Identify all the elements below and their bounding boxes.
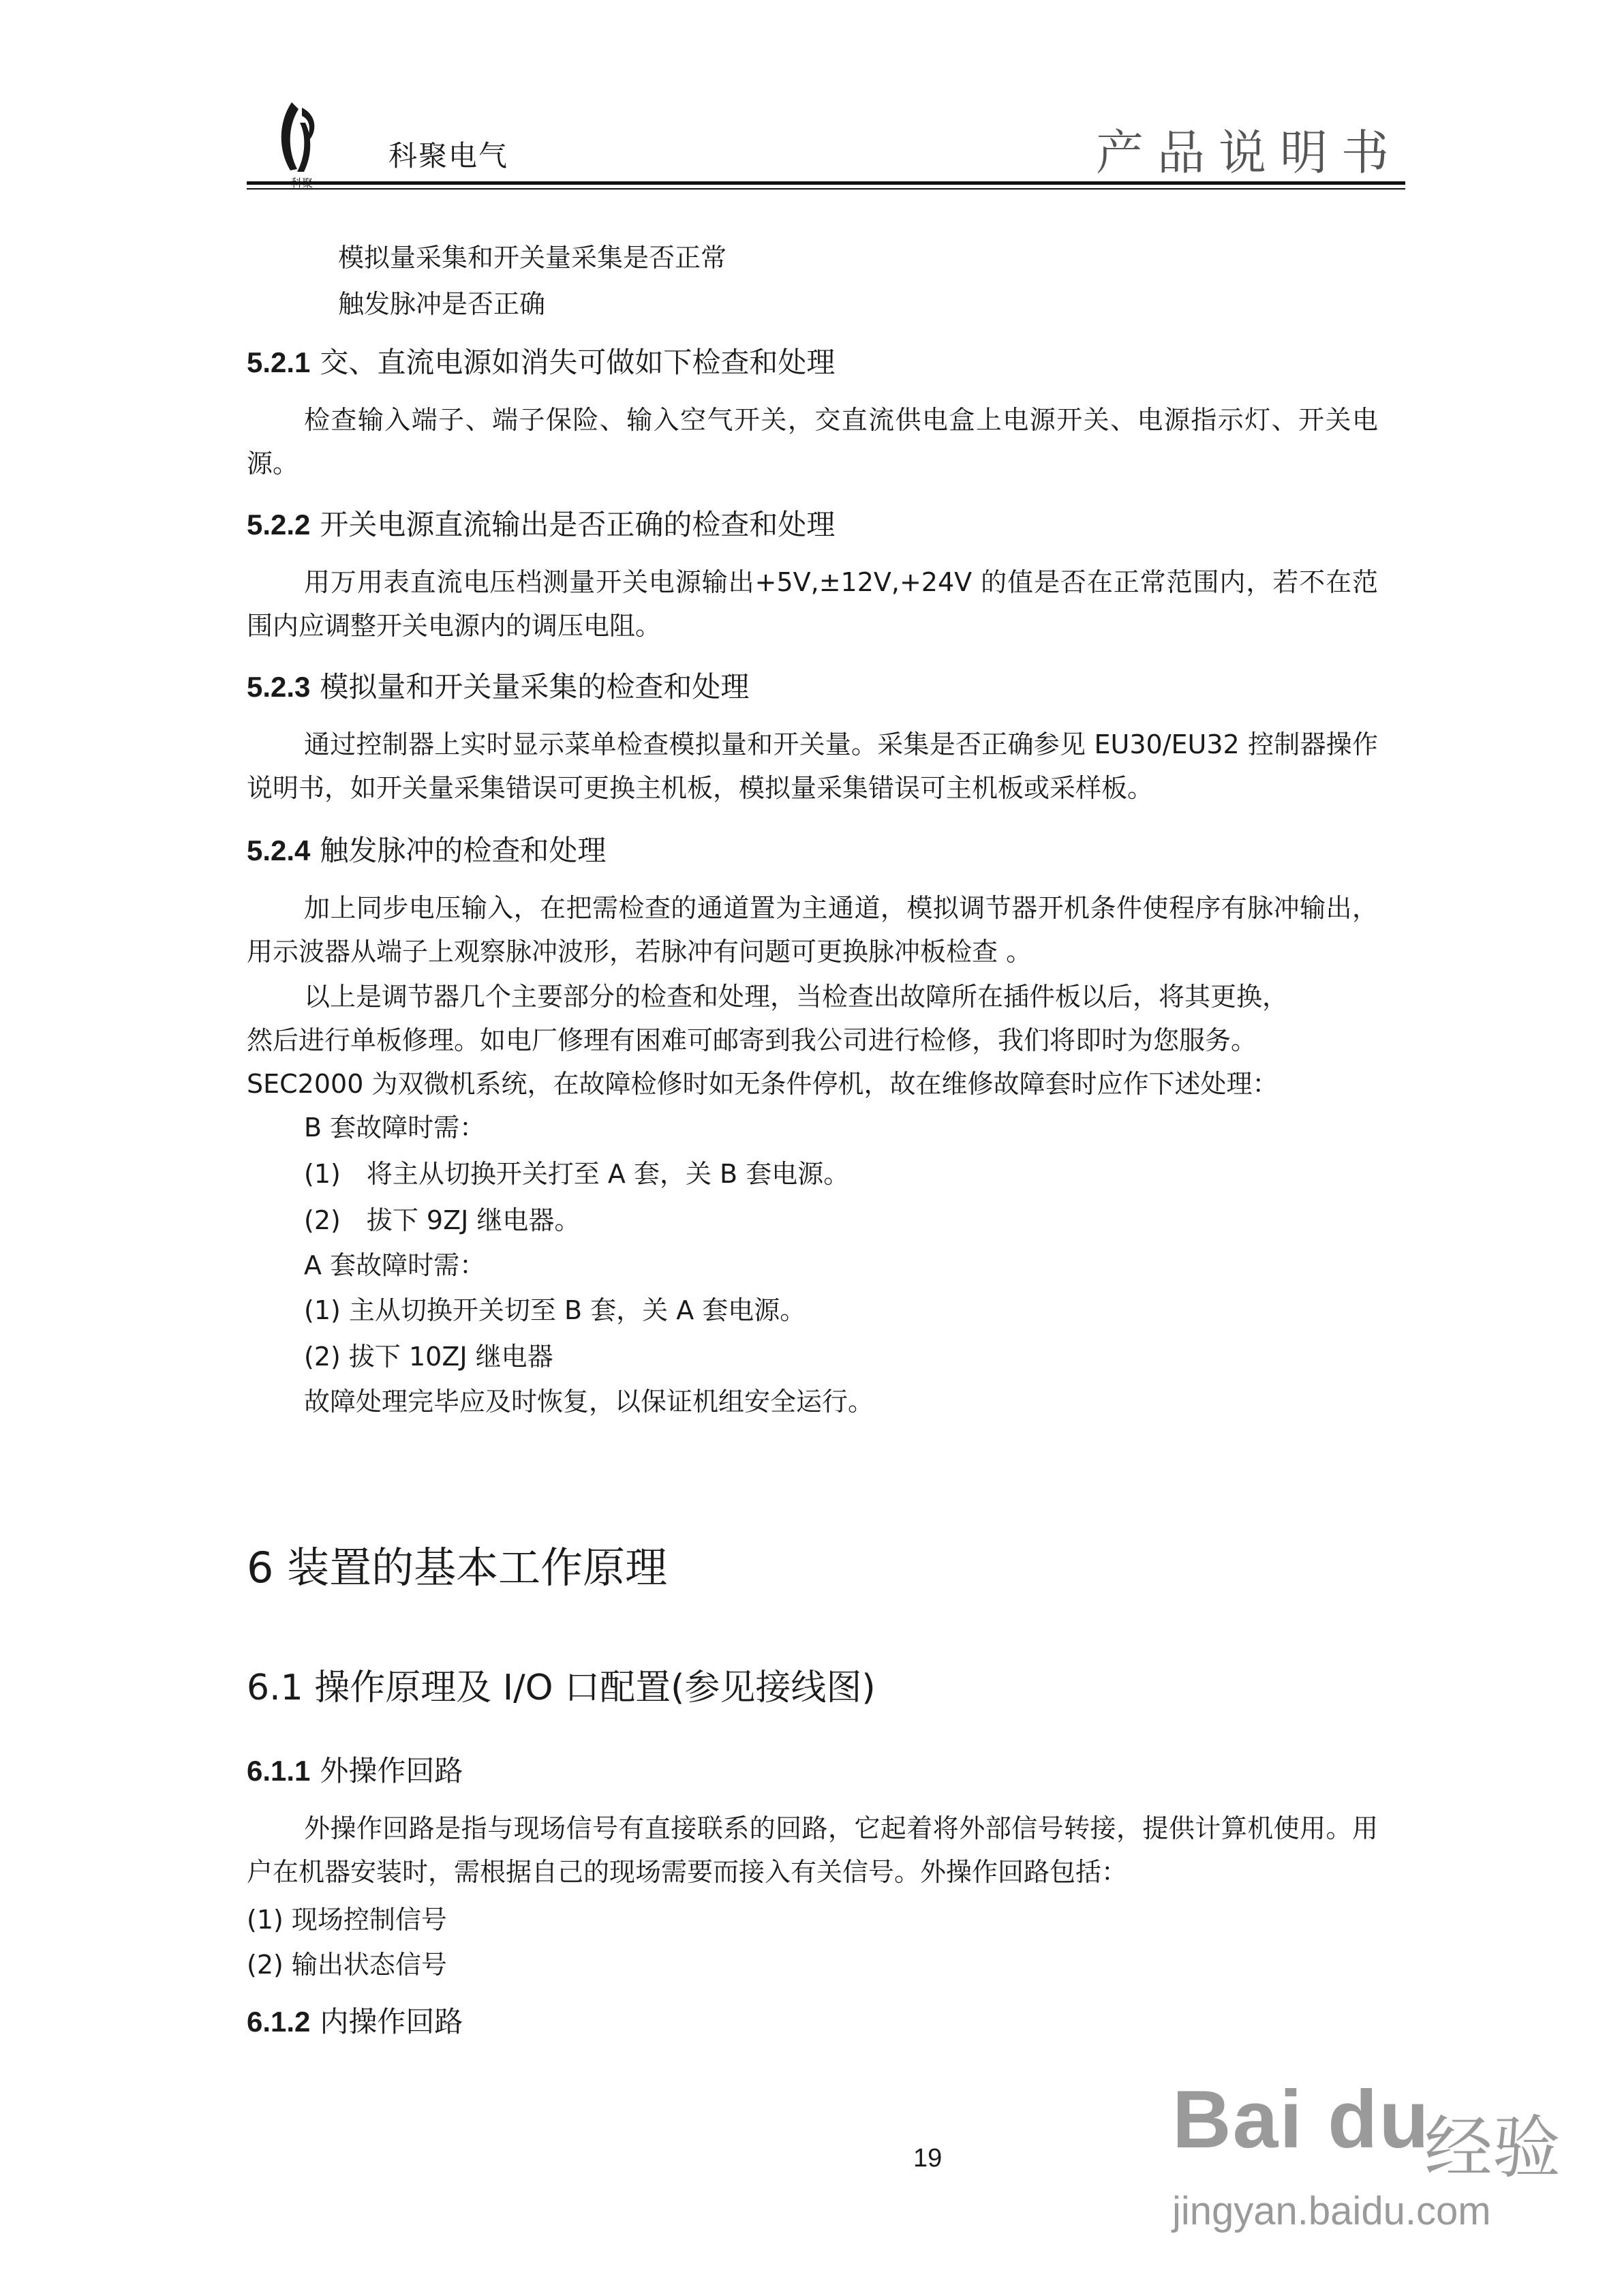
section-6-1-title: 6.1 操作原理及 I/O 口配置(参见接线图) bbox=[247, 1667, 876, 1708]
a-fault-step-2: (2) 拔下 10ZJ 继电器 bbox=[304, 1342, 553, 1372]
section-number: 6.1.2 bbox=[247, 2006, 311, 2038]
section-5-2-4-body: 加上同步电压输入，在把需检查的通道置为主通道，模拟调节器开机条件使程序有脉冲输出，用示波器从端子上观察脉冲波形，若脉冲有问题可更换脉冲板检查 。 bbox=[247, 893, 1378, 967]
recovery-note: 故障处理完毕应及时恢复，以保证机组安全运行。 bbox=[304, 1387, 874, 1417]
document-type-title: 产品说明书 bbox=[1096, 125, 1403, 181]
section-number: 5.2.3 bbox=[247, 671, 311, 703]
section-5-2-2-body: 用万用表直流电压档测量开关电源输出+5V,±12V,+24V 的值是否在正常范围内，若不在范围内应调整开关电源内的调压电阻。 bbox=[247, 567, 1378, 641]
watermark-cn: 经验 bbox=[1424, 2108, 1561, 2188]
section-number: 5.2.1 bbox=[247, 346, 311, 378]
section-number: 5.2.4 bbox=[247, 834, 311, 866]
section-5-2-3-heading bbox=[247, 669, 749, 705]
section-5-2-1-heading bbox=[247, 345, 835, 380]
list-item-1: (1) 现场控制信号 bbox=[247, 1905, 447, 1935]
summary-line-1: 以上是调节器几个主要部分的检查和处理，当检查出故障所在插件板以后，将其更换， bbox=[304, 982, 1289, 1012]
section-5-2-2-heading bbox=[247, 507, 835, 543]
section-title: 开关电源直流输出是否正确的检查和处理 bbox=[320, 508, 836, 541]
list-item-2: (2) 输出状态信号 bbox=[247, 1950, 447, 1980]
page-number: 19 bbox=[913, 2144, 943, 2173]
section-title: 内操作回路 bbox=[320, 2005, 463, 2038]
watermark-brand: Bai du bbox=[1172, 2074, 1430, 2165]
b-fault-step-2: (2) 拔下 9ZJ 继电器。 bbox=[304, 1205, 581, 1235]
company-name: 科聚电气 bbox=[388, 139, 509, 172]
a-fault-step-1: (1) 主从切换开关切至 B 套，关 A 套电源。 bbox=[304, 1295, 806, 1325]
intro-line-1: 模拟量采集和开关量采集是否正常 bbox=[338, 243, 727, 273]
section-number: 5.2.2 bbox=[247, 509, 311, 541]
summary-line-3: SEC2000 为双微机系统，在故障检修时如无条件停机，故在维修故障套时应作下述处理： bbox=[247, 1069, 1279, 1099]
section-6-1-1-body: 外操作回路是指与现场信号有直接联系的回路，它起着将外部信号转接，提供计算机使用。用户在机器安装时，需根据自己的现场需要而接入有关信号。外操作回路包括： bbox=[247, 1813, 1378, 1887]
section-title: 触发脉冲的检查和处理 bbox=[320, 834, 607, 867]
section-title: 模拟量和开关量采集的检查和处理 bbox=[320, 670, 750, 704]
header-rule-thin bbox=[247, 188, 1405, 190]
section-5-2-3-body: 通过控制器上实时显示菜单检查模拟量和开关量。采集是否正确参见 EU30/EU32 控制器操作说明书，如开关量采集错误可更换主机板，模拟量采集错误可主机板或采样板。 bbox=[247, 729, 1378, 803]
chapter-6-title: 6 装置的基本工作原理 bbox=[247, 1543, 668, 1592]
b-fault-step-1: (1) 将主从切换开关打至 A 套，关 B 套电源。 bbox=[304, 1159, 850, 1189]
watermark-url: jingyan.baidu.com bbox=[1172, 2189, 1491, 2233]
section-title: 外操作回路 bbox=[320, 1754, 463, 1787]
section-5-2-4-heading bbox=[247, 833, 606, 868]
a-fault-title: A 套故障时需： bbox=[304, 1250, 486, 1280]
summary-line-2: 然后进行单板修理。如电厂修理有困难可邮寄到我公司进行检修，我们将即时为您服务。 bbox=[247, 1025, 1257, 1055]
header-rule-thick bbox=[247, 181, 1405, 185]
b-fault-title: B 套故障时需： bbox=[304, 1113, 486, 1143]
section-5-2-1-body: 检查输入端子、端子保险、输入空气开关，交直流供电盒上电源开关、电源指示灯、开关电源。 bbox=[247, 405, 1378, 479]
intro-line-2: 触发脉冲是否正确 bbox=[338, 289, 546, 319]
section-6-1-1-heading bbox=[247, 1753, 463, 1789]
section-6-1-2-heading bbox=[247, 2004, 463, 2040]
section-title: 交、直流电源如消失可做如下检查和处理 bbox=[320, 346, 836, 379]
section-number: 6.1.1 bbox=[247, 1755, 311, 1787]
company-logo-icon bbox=[264, 95, 339, 191]
